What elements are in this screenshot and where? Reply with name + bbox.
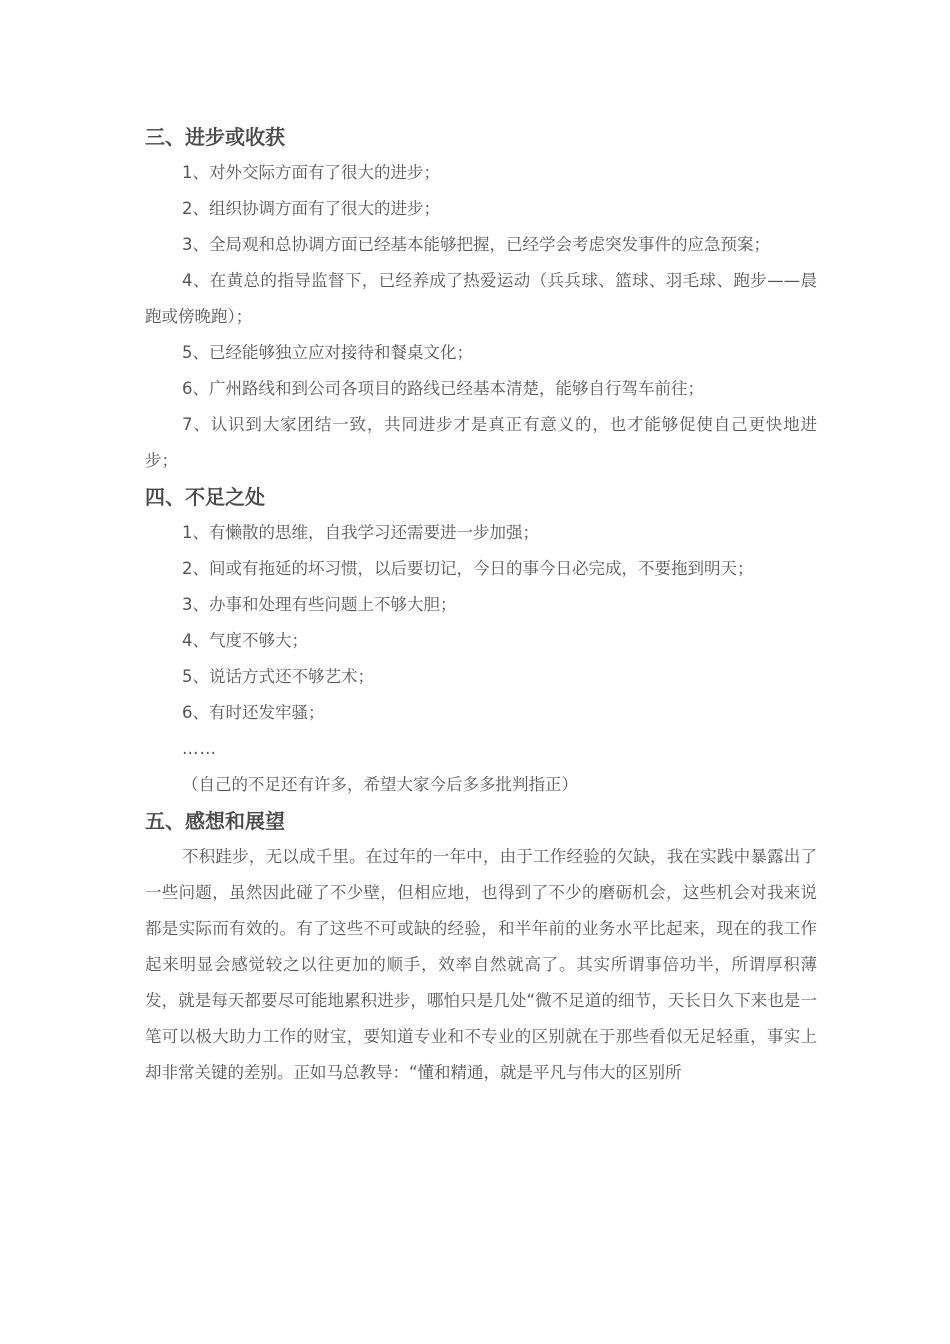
list-item: 2、组织协调方面有了很大的进步；: [182, 199, 440, 218]
list-item: 2、间或有拖延的坏习惯，以后要切记，今日的事今日必完成，不要拖到明天；: [182, 559, 754, 578]
list-item: 3、办事和处理有些问题上不够大胆；: [182, 595, 457, 614]
list-item: 1、有懒散的思维，自我学习还需要进一步加强；: [182, 523, 539, 542]
list-item: 1、对外交际方面有了很大的进步；: [182, 163, 440, 182]
list-item: 6、广州路线和到公司各项目的路线已经基本清楚，能够自行驾车前往；: [182, 379, 704, 398]
list-item: 6、有时还发牢骚；: [182, 703, 325, 722]
list-item: 4、在黄总的指导监督下，已经养成了热爱运动（兵兵球、篮球、羽毛球、跑步——晨跑或傍晚跑）；: [145, 271, 817, 326]
list-item: 5、说话方式还不够艺术；: [182, 667, 374, 686]
note-text: （自己的不足还有许多，希望大家今后多多批判指正）: [182, 775, 578, 794]
list-item: 4、气度不够大；: [182, 631, 308, 650]
document-page: [145, 119, 817, 1091]
list-item: 3、全局观和总协调方面已经基本能够把握，已经学会考虑突发事件的应急预案；: [182, 235, 770, 254]
section-heading-shortcomings: 四、不足之处: [145, 485, 265, 509]
section-heading-outlook: 五、感想和展望: [145, 809, 285, 833]
list-item: 7、认识到大家团结一致，共同进步才是真正有意义的，也才能够促使自己更快地进步；: [145, 415, 817, 470]
ellipsis: ……: [182, 739, 217, 758]
section-heading-progress: 三、进步或收获: [145, 125, 285, 149]
list-item: 5、已经能够独立应对接待和餐桌文化；: [182, 343, 473, 362]
body-paragraph: 不积跬步，无以成千里。在过年的一年中，由于工作经验的欠缺，我在实践中暴露出了一些问题，虽然因此碰了不少壁，但相应地，也得到了不少的磨砺机会，这些机会对我来说都是实际而有效的。有了这些不可或缺的经验，和半年前的业务水平比起来，现在的我工作起来明显会感觉较之以往更加的顺手，效率自然就高了。其实所谓事倍功半，所谓厚积薄发，就是每天都要尽可能地累积进步，哪怕只是几处“微不足道的细节，天长日久下来也是一笔可以极大助力工作的财宝，要知道专业和不专业的区别就在于那些看似无足轻重，事实上却非常关键的差别。正如马总教导：“懂和精通，就是平凡与伟大的区别所: [145, 847, 817, 1082]
